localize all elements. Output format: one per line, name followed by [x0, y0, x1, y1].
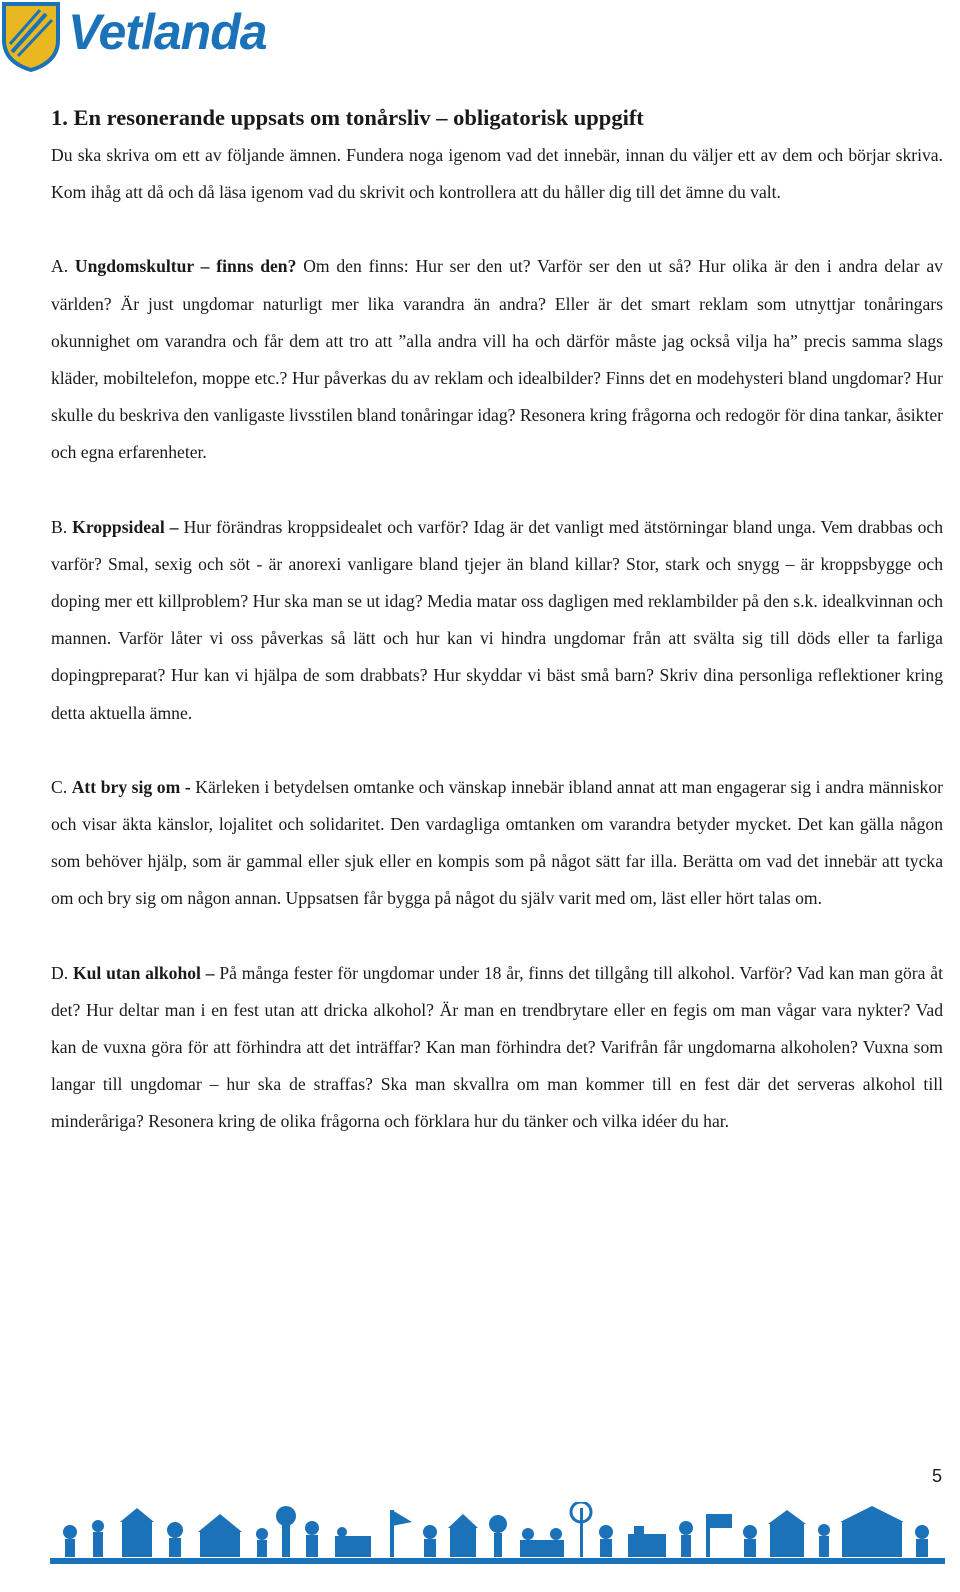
section-d-label: D. — [51, 962, 69, 983]
document-body — [51, 99, 943, 1141]
municipal-crest-icon — [0, 0, 62, 72]
section-a-title: Ungdomskultur – finns den? — [74, 256, 297, 277]
section-b-body: Hur förändras kroppsidealet och varför? Idag är det vanligt med ätstörningar bland unga. Vem drabbas och varför? Smal, sexig och söt - är anorexi vanligare bland tjejer än bland killar? Stor, stark och snygg – är kroppsbygge och doping mer ett killproblem? Hur ska man se ut idag? Media matar oss dagligen med reklambilder på den s.k. idealkvinnan och mannen. Varför låter vi oss påverkas så lätt och hur kan vi hindra ungdomar från att svälta sig till döds eller ta farliga dopingpreparat? Hur kan vi hjälpa de som drabbats? Hur skyddar vi bäst små barn? Skriv dina personliga reflektioner kring detta aktuella ämne. — [51, 516, 943, 723]
header-logo — [0, 0, 300, 80]
section-d-body: På många fester för ungdomar under 18 år, finns det tillgång till alkohol. Varför? Vad kan man göra åt det? Hur deltar man i en fest utan att dricka alkohol? Är man en trendbrytare eller en fegis om man vågar vara nykter? Vad kan de vuxna göra för att förhindra att det inträffar? Kan man förhindra det? Varifrån får ungdomarna alkoholen? Vuxna som langar till ungdomar – hur ska de straffas? Ska man skvallra om man kommer till en fest där det serveras alkohol till minderåriga? Resonera kring de olika frågorna och förklara hur du tänker och vilka idéer du har. — [51, 962, 943, 1132]
section-a — [51, 248, 943, 471]
section-d — [51, 955, 943, 1141]
footer-illustration — [50, 1502, 945, 1564]
municipal-footer-illustration-icon — [50, 1502, 945, 1564]
section-b-title: Kroppsideal – — [72, 516, 179, 537]
section-b — [51, 509, 943, 732]
section-d-title: Kul utan alkohol – — [72, 962, 215, 983]
section-c-body: Kärleken i betydelsen omtanke och vänskap innebär ibland annat att man engagerar sig i andra människor och visar äkta känslor, lojalitet och solidaritet. Den vardagliga omtanken om varandra betyder mycket. Det kan gälla någon som behöver hjälp, som är gammal eller sjuk eller en kompis som på något sätt far illa. Berätta om vad det innebär att tycka om och bry sig om någon annan. Uppsatsen får bygga på något du själv varit med om, läst eller hört talas om. — [51, 776, 943, 909]
section-c-label: C. — [51, 776, 68, 797]
page-heading: 1. En resonerande uppsats om tonårsliv – obligatorisk uppgift — [51, 105, 644, 130]
intro-paragraph: Du ska skriva om ett av följande ämnen. Fundera noga igenom vad det innebär, innan du väljer ett av dem och börjar skriva. Kom ihåg att då och då läsa igenom vad du skrivit och kontrollera att du håller dig till det ämne du valt. — [51, 145, 943, 203]
logo-wordmark: Vetlanda — [68, 4, 267, 60]
page-number: 5 — [931, 1466, 942, 1486]
section-a-body: Om den finns: Hur ser den ut? Varför ser den ut så? Hur olika är den i andra delar av världen? Är just ungdomar naturligt mer lika varandra än andra? Eller är det smart reklam som utnyttjar tonåringars okunnighet om varandra och får dem att tro att ”alla andra vill ha och därför måste jag också vilja ha” precis samma slags kläder, mobiltelefon, moppe etc.? Hur påverkas du av reklam och idealbilder? Finns det en modehysteri bland ungdomar? Hur skulle du beskriva den vanligaste livsstilen bland tonåringar idag? Resonera kring frågorna och redogör för dina tankar, åsikter och egna erfarenheter. — [51, 256, 943, 463]
section-b-label: B. — [51, 516, 68, 537]
section-c-title: Att bry sig om - — [71, 776, 191, 797]
section-a-label: A. — [51, 256, 69, 277]
section-c — [51, 769, 943, 918]
